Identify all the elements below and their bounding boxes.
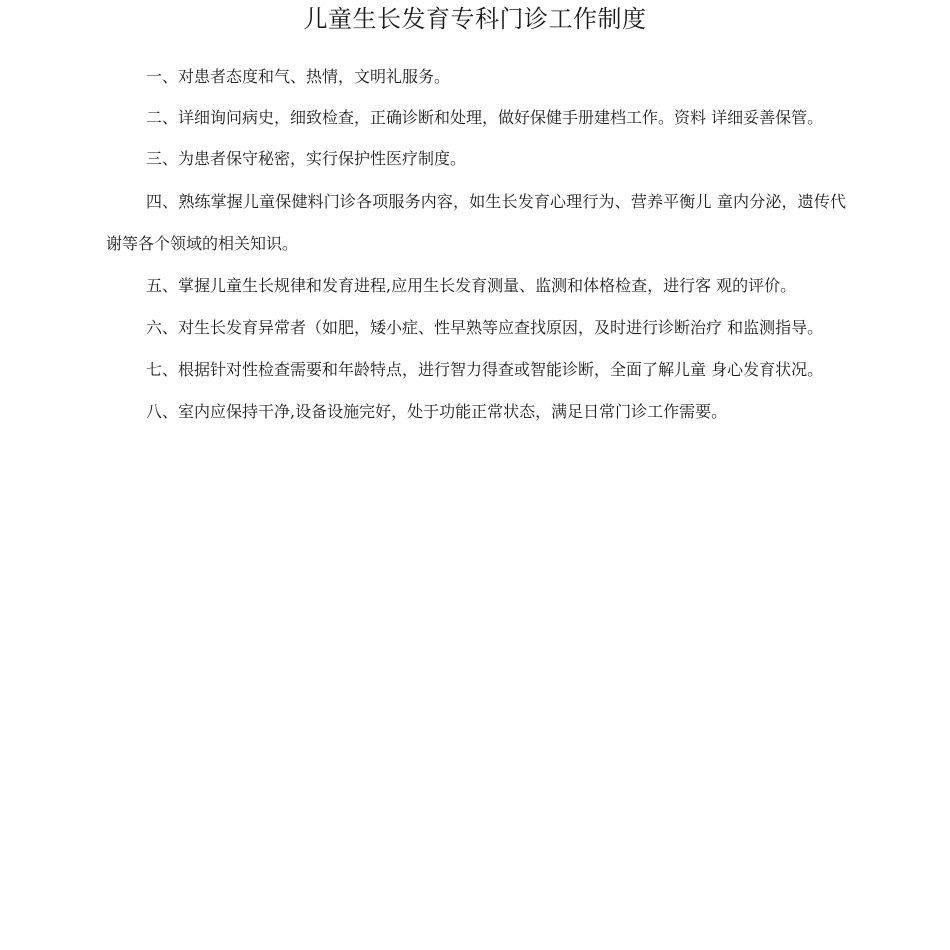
rule-paragraph-5: 五、掌握儿童生长规律和发育进程,应用生长发育测量、监测和体格检查，进行客 观的评价。 [146, 276, 797, 295]
rule-paragraph-4: 四、熟练掌握儿童保健料门诊各项服务内容，如生长发育心理行为、营养平衡儿 童内分泌，遗传代谢等各个领域的相关知识。 [106, 192, 846, 253]
rule-paragraph-3: 三、为患者保守秘密，实行保护性医疗制度。 [146, 149, 467, 168]
rule-paragraph-8: 八、室内应保持干净,设备设施完好，处于功能正常状态，满足日常门诊工作需要。 [146, 402, 728, 421]
document-title: 儿童生长发育专科门诊工作制度 [303, 5, 647, 33]
rule-paragraph-2: 二、详细询问病史，细致检查，正确诊断和处理，做好保健手册建档工作。资料 详细妥善保管。 [146, 108, 824, 127]
rule-paragraph-6: 六、对生长发育异常者（如肥，矮小症、性早熟等应查找原因，及时进行诊断治疗 和监测指导。 [146, 318, 824, 337]
rule-paragraph-7: 七、根据针对性检查需要和年龄特点，进行智力得查或智能诊断，全面了解儿童 身心发育状况。 [146, 360, 824, 379]
document-body [106, 58, 846, 433]
rule-paragraph-1: 一、对患者态度和气、热情，文明礼服务。 [146, 67, 451, 86]
